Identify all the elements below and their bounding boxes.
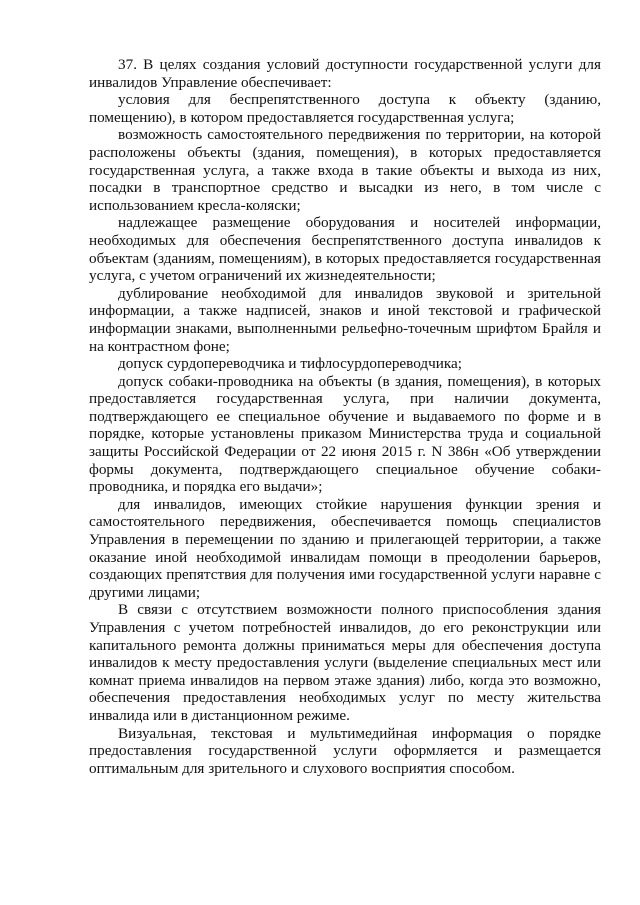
paragraph-37-intro: 37. В целях создания условий доступности государственной услуги для инвалидов Управление обеспечивает: xyxy=(89,56,601,91)
paragraph-equipment-placement: надлежащее размещение оборудования и носителей информации, необходимых для обеспечения беспрепятственного доступа инвалидов к объектам (зданиям, помещениям), в которых предоставляется государственная услуга, с учетом ограничений их жизнедеятельности; xyxy=(89,214,601,285)
paragraph-guide-dog: допуск собаки-проводника на объекты (в здания, помещения), в которых предоставляется государственная услуга, при наличии документа, подтверждающего ее специальное обучение и выдаваемого по форме и в порядке, которые установлены приказом Министерства труда и социальной защиты Российской Федерации от 22 июня 2015 г. N 386н «Об утверждении формы документа, подтверждающего специальное обучение собаки-проводника, и порядка его выдачи»; xyxy=(89,372,601,496)
paragraph-building-adaptation: В связи с отсутствием возможности полного приспособления здания Управления с учетом потребностей инвалидов, до его реконструкции или капитального ремонта должны приниматься меры для обеспечения доступа инвалидов к месту предоставления услуги (выделение специальных мест или комнат приема инвалидов на первом этаже здания) либо, когда это возможно, обеспечения предоставления необходимых услуг по месту жительства инвалида или в дистанционном режиме. xyxy=(89,601,601,724)
paragraph-sign-interpreter: допуск сурдопереводчика и тифлосурдопереводчика; xyxy=(118,355,462,373)
paragraph-information-duplication: дублирование необходимой для инвалидов звуковой и зрительной информации, а также надписей, знаков и иной текстовой и графической информации знаками, выполненными рельефно-точечным шрифтом Брайля и на контрастном фоне; xyxy=(89,284,601,355)
document-page xyxy=(89,56,601,777)
paragraph-staff-assistance: для инвалидов, имеющих стойкие нарушения функции зрения и самостоятельного передвижения, обеспечивается помощь специалистов Управления в перемещении по зданию и прилегающей территории, а также оказание иной необходимой инвалидам помощи в преодолении барьеров, создающих препятствия для получения ими государственной услуги наравне с другими лицами; xyxy=(89,495,601,601)
paragraph-independent-movement: возможность самостоятельного передвижения по территории, на которой расположены объекты (здания, помещения), в которых предоставляется государственная услуга, а также входа в такие объекты и выхода из них, посадки в транспортное средство и высадки из него, в том числе с использованием кресла-коляски; xyxy=(89,126,601,214)
paragraph-visual-information: Визуальная, текстовая и мультимедийная информация о порядке предоставления государственной услуги оформляется и размещается оптимальным для зрительного и слухового восприятия способом. xyxy=(89,724,601,777)
paragraph-access-conditions: условия для беспрепятственного доступа к объекту (зданию, помещению), в котором предоставляется государственная услуга; xyxy=(89,91,601,126)
